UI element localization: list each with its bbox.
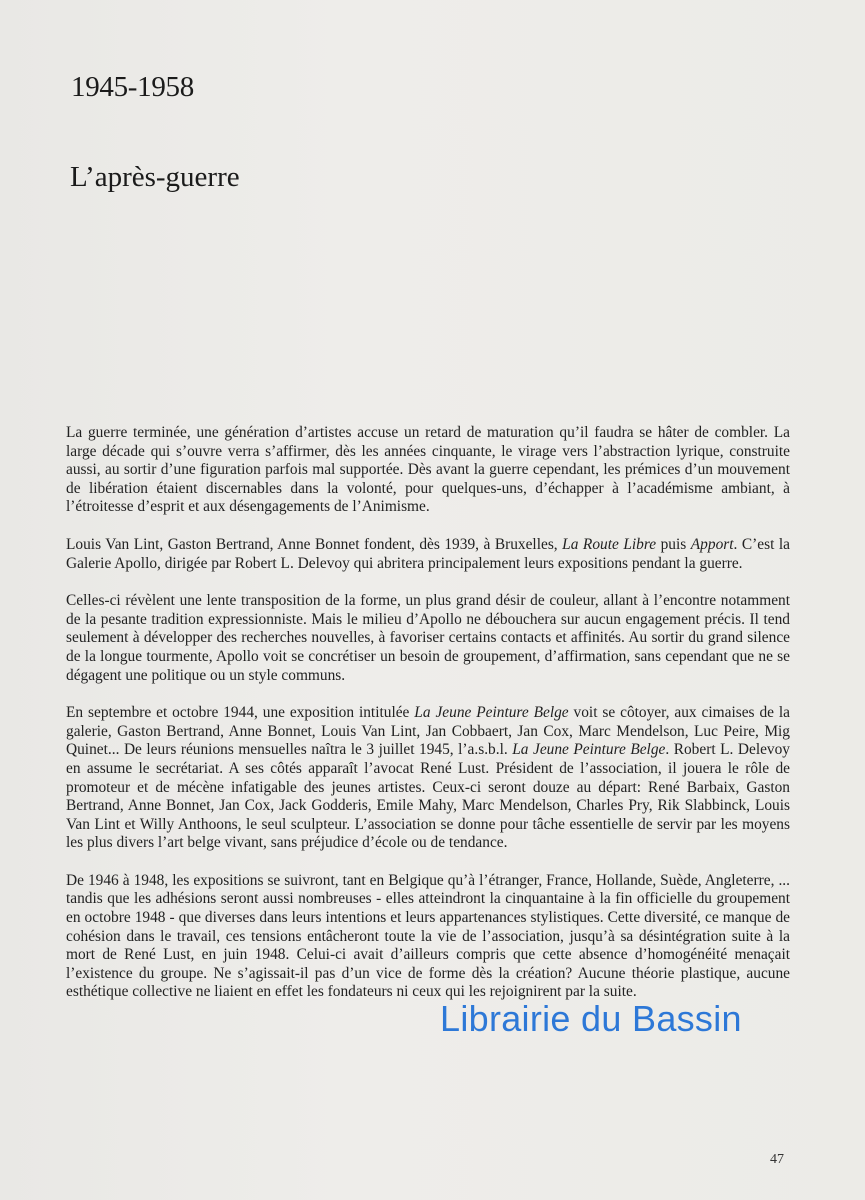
paragraph-5: De 1946 à 1948, les expositions se suivront, tant en Belgique qu’à l’étranger, France, Hollande, Suède, Angleterre, ... tandis que les adhésions seront aussi nombreuses - elles atteindront la cinquantaine à la fin officielle du groupement en octobre 1948 - que diverses dans leurs intentions et leurs appartenances stylistiques. Cette diversité, ce manque de cohésion dans le travail, ces tensions entâcheront toute la vie de l’association, jusqu’à sa désintégration suite à la mort de René Lust, en juin 1948. Celui-ci avait d’ailleurs compris que cette absence d’homogénéité menaçait l’existence du groupe. Ne s’agissait-il pas d’un vice de forme dès la création? Aucune théorie plastique, aucune esthétique collective ne liaient en effet les fondateurs ni ceux qui les rejoignirent par la suite.	[66, 871, 790, 1001]
paragraph-2	[66, 536, 790, 573]
paragraph-4-title-asbl: La Jeune Peinture Belge	[512, 741, 666, 759]
paragraph-3: Celles-ci révèlent une lente transposition de la forme, un plus grand désir de couleur, allant à l’encontre notamment de la pesante tradition expressionniste. Mais le milieu d’Apollo ne débouchera sur aucun engagement précis. Il tend seulement à développer des recherches nouvelles, à favoriser certains contacts et affinités. Au sortir du grand silence de la longue tourmente, Apollo voit se concrétiser un besoin de groupement, d’affirmation, sans cependant que ne se dégagent une politique ou un style communs.	[66, 592, 790, 684]
chapter-title: L’après-guerre	[70, 161, 240, 193]
paragraph-2-text-c: puis	[656, 535, 691, 553]
paragraph-2-text-e: . C’est la Galerie Apollo, dirigée par Robert L. Delevoy qui abritera principalement leurs expositions pendant la guerre.	[66, 535, 790, 572]
paragraph-4-title-exposition: La Jeune Peinture Belge	[414, 704, 569, 722]
paragraph-2-text-a: Louis Van Lint, Gaston Bertrand, Anne Bonnet fondent, dès 1939, à Bruxelles,	[66, 535, 563, 553]
paragraph-4-text-a: En septembre et octobre 1944, une exposition intitulée	[66, 704, 415, 722]
seller-watermark: Librairie du Bassin	[440, 998, 742, 1039]
body-text	[66, 424, 790, 1021]
paragraph-1: La guerre terminée, une génération d’artistes accuse un retard de maturation qu’il faudra se hâter de combler. La large décade qui s’ouvre verra s’affirmer, dès les années cinquante, le virage vers l’abstraction lyrique, construite aussi, au sortir d’une figuration parfois mal supportée. Dès avant la guerre cependant, les prémices d’un mouvement de libération étaient discernables dans la volonté, pour quelques-uns, d’échapper à l’académisme ambiant, à l’étroitesse d’esprit et aux désengagements de l’Animisme.	[66, 424, 790, 516]
page-number: 47	[770, 1152, 784, 1167]
paragraph-4-text-c: voit se côtoyer, aux cimaises de la galerie, Gaston Bertrand, Anne Bonnet, Louis Van Lint, Jan Cobbaert, Jan Cox, Marc Mendelson, Luc Peire, Mig Quinet... De leurs réunions mensuelles naîtra le 3 juillet 1945, l’a.s.b.l.	[66, 704, 790, 759]
paragraph-2-title-route-libre: La Route Libre	[562, 535, 657, 553]
paragraph-2-title-apport: Apport	[690, 535, 734, 553]
paragraph-4-text-e: . Robert L. Delevoy en assume le secrétariat. A ses côtés apparaît l’avocat René Lust. Président de l’association, il jouera le rôle de promoteur et de mécène infatigable des jeunes artistes. Ceux-ci seront douze au départ: René Barbaix, Gaston Bertrand, Anne Bonnet, Jan Cox, Jack Godderis, Emile Mahy, Marc Mendelson, Charles Pry, Rik Slabbinck, Louis Van Lint et Willy Anthoons, le seul sculpteur. L’association se donne pour tâche essentielle de servir par les moyens les plus divers l’art belge vivant, sans préjudice d’école ou de tendance.	[66, 741, 791, 852]
period-heading: 1945-1958	[71, 71, 194, 103]
paragraph-4	[66, 704, 790, 853]
